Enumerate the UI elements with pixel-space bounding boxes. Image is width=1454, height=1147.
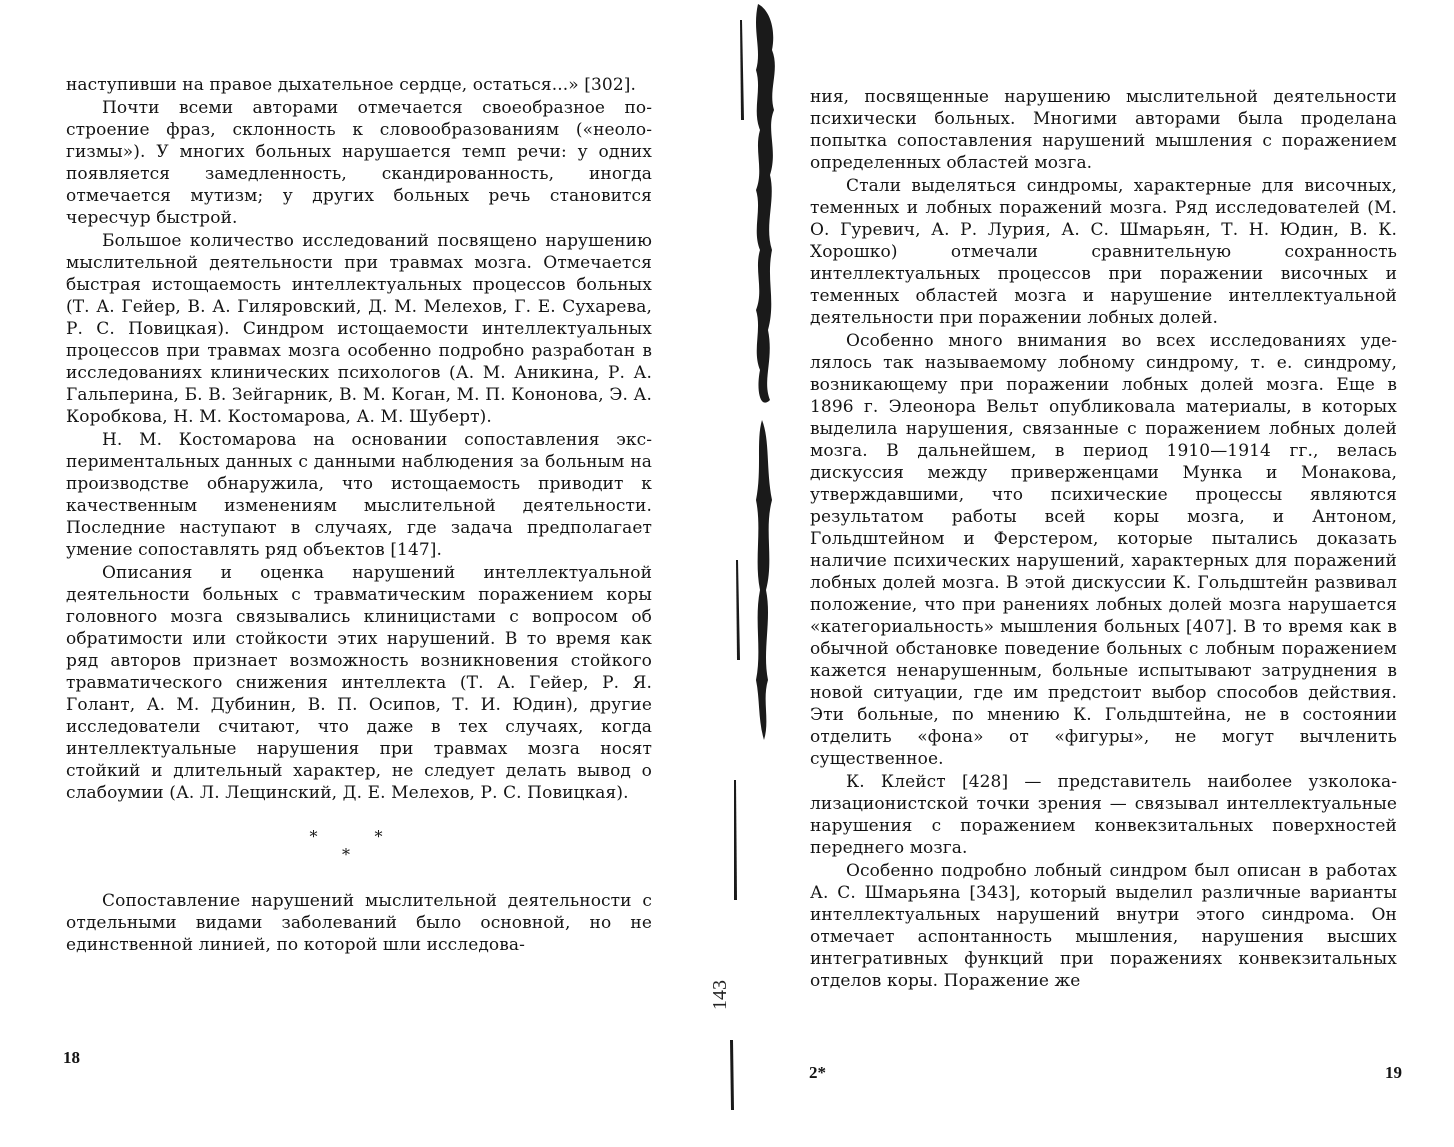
left-text-column xyxy=(66,74,652,956)
paragraph: Н. М. Костомарова на основании сопоставления экспериментальных данных с данными наблюдения за больным на производстве обнаружила, что истощаемость приводит к качественным изменениям мыслительной деятельности. Последние наступают в случаях, где задача предполагает умение сопоставлять ряд объектов [147]. xyxy=(66,430,652,560)
page-number: 19 xyxy=(1385,1063,1402,1082)
paragraph: Стали выделяться синдромы, характерные для височных, теменных и лобных поражений мозга. Ряд исследователей (М. О. Гуревич, А. Р. Лурия, А. С. Шмарьян, Т. Н. Юдин, В. К. Хорошко) отмечали сравнительную сохранность интеллектуальных процессов при поражении височных и теменных областей мозга и нарушение интеллектуальной деятельности при поражении лобных долей. xyxy=(810,176,1397,328)
section-separator xyxy=(66,828,652,864)
paragraph: Описания и оценка нарушений интеллектуальной деятельности больных с травматическим поражением коры головного мозга связывались клиницистами с вопросом об обратимости или стойкости этих нарушений. В то время как ряд авторов признает возможность возникновения стойкого травматического снижения интеллекта (Т. А. Гейер, Р. Я. Голант, А. М. Дубинин, В. П. Осипов, Т. И. Юдин), другие исследователи считают, что даже в тех случаях, когда интеллектуальные нарушения при травмах мозга носят стойкий и длительный характер, не следует делать вывод о слабоумии (А. Л. Лещинский, Д. Е. Мелехов, Р. С. Повицкая). xyxy=(66,563,652,803)
paragraph: Особенно много внимания во всех исследованиях уделялось так называемому лобному синдрому, т. е. синдрому, возникающему при поражении лобных долей мозга. Еще в 1896 г. Элеонора Вельт опубликовала материалы, в которых выделила нарушения, связанные с поражением лобных долей мозга. В дальнейшем, в период 1910—1914 гг., велась дискуссия между приверженцами Мунка и Монакова, утверждавшими, что психические процессы являются результатом работы всей коры мозга, и Антоном, Гольдштейном и Ферстером, которые пытались доказать наличие психических нарушений, характерных для поражений лобных долей мозга. В этой дискуссии К. Гольдштейн развивал положение, что при ранениях лобных долей мозга нарушается «категориальность» мышления больных [407]. В то время как в обычной обстановке поведение больных с лобным поражением кажется ненарушенным, больные испытывают затруднения в новой ситуации, где им предстоит выбор способов действия. Эти больные, по мнению К. Гольдштейна, не в состоянии отделить «фона» от «фигуры», не могут вычленить существенное. xyxy=(810,331,1397,769)
right-page xyxy=(727,0,1454,1147)
signature-mark: 2* xyxy=(809,1063,826,1082)
paragraph: ния, посвященные нарушению мыслительной деятельности психически больных. Многими авторами была проделана попытка сопоставления нарушений мышления с поражением определенных областей мозга. xyxy=(810,87,1397,173)
paragraph: наступивши на правое дыхательное сердце, остаться...» [302]. xyxy=(66,75,636,95)
paragraph: Особенно подробно лобный синдром был описан в работах А. С. Шмарьяна [343], который выделил различные варианты интеллектуальных нарушений внутри этого синдрома. Он отмечает аспонтанность мышления, нарушения высших интегративных функций при поражениях конвекзитальных отделов коры. Поражение же xyxy=(810,861,1397,991)
margin-note: 143 xyxy=(709,980,731,1010)
paragraph: К. Клейст [428] — представитель наиболее узколокализационистской точки зрения — связывал интеллектуальные нарушения с поражением конвекзитальных поверхностей переднего мозга. xyxy=(810,772,1397,858)
page-number: 18 xyxy=(63,1048,80,1067)
paragraph: Большое количество исследований посвящено нарушению мыслительной деятельности при травмах мозга. Отмечается быстрая истощаемость интеллектуальных процессов больных (Т. А. Гейер, В. А. Гиляровский, Д. М. Мелехов, Г. Е. Сухарева, Р. С. Повицкая). Синдром истощаемости интеллектуальных процессов при травмах мозга особенно подробно разработан в исследованиях клинических психологов (А. М. Аникина, Р. А. Гальперина, Б. В. Зейгарник, В. М. Коган, М. П. Кононова, Э. А. Коробкова, Н. М. Костомарова, А. М. Шуберт). xyxy=(66,231,652,427)
paragraph: Почти всеми авторами отмечается своеобразное построение фраз, склонность к словообразованиям («неологизмы»). У многих больных нарушается темп речи: у одних появляется замедленность, скандированность, иногда отмечается мутизм; у других больных речь становится чересчур быстрой. xyxy=(66,98,652,228)
separator-stars-top: * * xyxy=(309,827,409,846)
paragraph: Сопоставление нарушений мыслительной деятельности с отдельными видами заболеваний было основной, но не единственной линией, по которой шли исследова- xyxy=(66,891,652,955)
separator-stars-bottom: * xyxy=(342,845,376,864)
right-text-column xyxy=(810,86,1397,992)
